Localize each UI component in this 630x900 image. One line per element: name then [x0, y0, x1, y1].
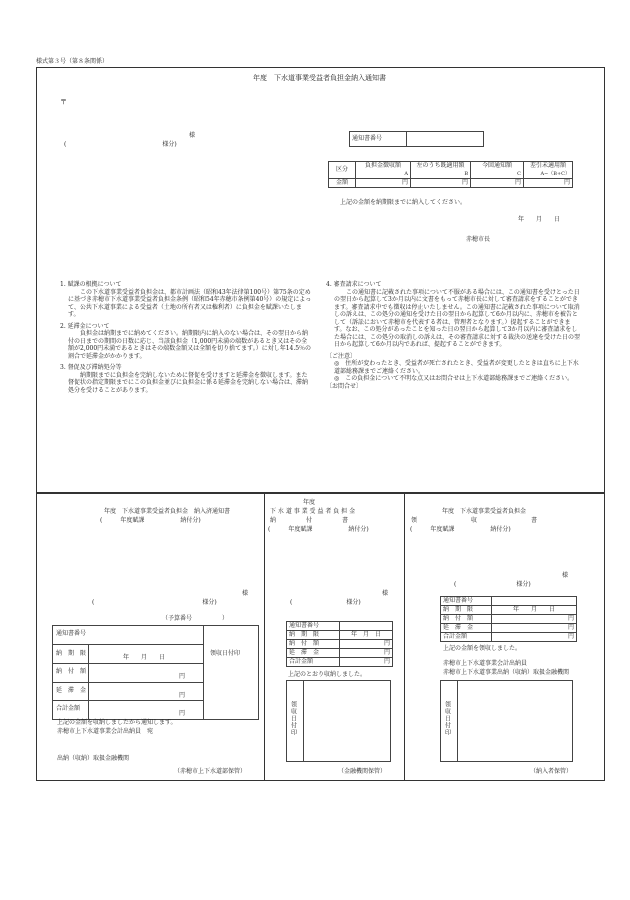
pay-instruction: 上記の金額を納期限までに納入してください。 — [340, 199, 467, 206]
stub2-table — [286, 621, 393, 667]
stub2-row-paid: 納 付 額 — [287, 640, 340, 649]
section-basis — [60, 281, 313, 319]
section-body: 納期限までに負担金を完納しないために督促を受けますと延滞金を徴収します。また督促状の指定期限までにこの負担金並びに負担金に係る延滞金を完納しない場合は、滞納処分を受けることがあります。 — [68, 371, 309, 394]
section-heading: 1. 賦課の根拠について — [60, 281, 122, 288]
stub3-row-notice: 通知書番号 — [441, 597, 492, 606]
stub1-sama: 様 — [242, 590, 249, 597]
section-heading: 2. 延滞金について — [60, 322, 110, 330]
stub1-row-notice: 通知書番号 — [56, 630, 87, 637]
amount-header-1: 負担金徴収額 — [356, 162, 411, 171]
stub1-stamp-label: 領収日付印 — [210, 650, 241, 657]
amount-table — [328, 161, 573, 188]
inquiry-label: 〔お問合せ〕 — [326, 382, 363, 390]
stub2-nofu: 納 付 書 — [270, 517, 349, 524]
stub3-keeper: （納入者保管） — [530, 768, 573, 775]
stub1-subtitle: ( 年度賦課 納付分) — [100, 517, 201, 524]
stub1-row-paid: 納 付 額 — [56, 668, 87, 675]
amount-letter-b: B — [411, 170, 471, 179]
notice-date: 年 月 日 — [518, 216, 561, 223]
stub2-row-notice: 通知書番号 — [287, 622, 340, 631]
stub-divider — [404, 493, 405, 780]
notice-number-value — [407, 132, 484, 147]
stub2-stamp-box — [286, 680, 391, 762]
stub3-sama: 様 — [562, 572, 569, 579]
stub2-stamp-label: 領収日付印 — [289, 701, 297, 736]
stub2-year: 年度 — [303, 499, 316, 506]
note-item: ◎ 住所が変わったとき、受益者が死亡されたとき、受益者が変更したときは直ちに上下水道部総務課までご連絡ください。 — [334, 360, 579, 375]
stub2-bunkaku: ( 様分) — [290, 599, 361, 606]
stub2-keeper: （金融機関保管） — [338, 768, 387, 775]
stub2-yen: 円 — [340, 649, 393, 658]
stub1-yen: 円 — [179, 710, 186, 717]
form-number: 様式第３号（第８条関係） — [36, 58, 109, 65]
addressee-sama: 様 — [189, 132, 196, 139]
section-body: この通知書に記載された事項について不服がある場合には、この通知書を受けとった日の翌日から起算して3か月以内に文書をもって赤穂市長に対して審査請求をすることができます。審査請求中でも徴収は停止いたしません。この通知書に記載された事項について取消しの訴えは、この処分の通知を受けた日の翌日から起算して6か月以内に、赤穂市を被告として（訴訟において赤穂市を代表する者は、管理者となります。）提起することができます。なお、この処分があったことを知った日の翌日から起算して3か月以内に審査請求をした場合には、この処分の取消しの訴えは、その審査請求に対する裁決の送達を受けた日の翌日から起算して6か月以内であれば、提起することができます。 — [334, 288, 581, 348]
stub3-date: 年 月 日 — [492, 606, 577, 615]
notice-title: 年度 下水道事業受益者負担金納入通知書 — [253, 74, 386, 82]
stub2-row-total: 合計金額 — [287, 658, 340, 667]
stub3-org1: 赤穂市上下水道事業会計出納員 — [443, 660, 528, 667]
stub2-row-due: 納 期 限 — [287, 631, 340, 640]
stub3-subtitle: ( 年度賦課 納付分) — [410, 526, 511, 533]
stub3-stamp-label: 領収日付印 — [443, 701, 451, 736]
amount-unit: 円 — [356, 179, 411, 188]
amount-unit: 円 — [411, 179, 471, 188]
amount-row-label: 金額 — [329, 179, 356, 188]
stub3-stamp-box — [440, 680, 573, 762]
note-item: ◎ この負担金について不明な点又はお問合せは上下水道部総務課までご連絡ください。 — [334, 375, 574, 382]
stub1-date: 年 月 日 — [123, 654, 166, 661]
amount-unit: 円 — [471, 179, 524, 188]
stub2-title: 下 水 道 事 業 受 益 者 負 担 金 — [270, 508, 356, 515]
stub2-yen: 円 — [340, 640, 393, 649]
notice-number-label: 通知書番号 — [350, 132, 407, 147]
stub3-yen: 円 — [492, 624, 577, 633]
stub2-row-late: 延 滞 金 — [287, 649, 340, 658]
amount-unit: 円 — [524, 179, 573, 188]
stub1-row-due: 納 期 限 — [56, 650, 87, 657]
stub2-date: 年 月 日 — [340, 631, 393, 640]
amount-header-2: 左のうち既適用額 — [411, 162, 471, 171]
stub3-row-paid: 納 付 額 — [441, 615, 492, 624]
stub3-table — [440, 596, 577, 642]
stub3-yen: 円 — [492, 633, 577, 642]
stub3-bunkaku: ( 様分) — [454, 581, 531, 588]
amount-header-3: 今回通知額 — [471, 162, 524, 171]
stub2-sama: 様 — [382, 590, 389, 597]
sections-left — [60, 281, 313, 394]
stub2-yen: 円 — [340, 658, 393, 667]
section-heading: 3. 督促及び滞納処分等 — [60, 364, 122, 371]
stub1-yen: 円 — [179, 673, 186, 680]
amount-header-0: 区分 — [329, 162, 356, 179]
section-late-fee — [60, 323, 313, 361]
stub1-row-total: 合計金額 — [56, 705, 81, 712]
stub1-budget: （予算番号 ） — [162, 615, 229, 622]
stub-divider — [264, 493, 265, 780]
stub1-agency: 出納（収納）取扱金融機関 — [57, 755, 130, 762]
stub3-row-late: 延 滞 金 — [441, 624, 492, 633]
stub1-receipt: 上記の金額を収納しましたから通知します。 — [57, 719, 177, 726]
stub1-title: 年度 下水道事業受益者負担金 納入済通知書 — [104, 508, 231, 515]
section-demand — [60, 364, 313, 394]
amount-letter-c: C — [471, 170, 524, 179]
stub1-row-late: 延 滞 金 — [56, 687, 87, 694]
notes-title: 〔ご注意〕 — [326, 352, 357, 360]
stub3-title: 年度 下水道事業受益者負担金 — [442, 508, 527, 515]
addressee-bunkaku: ( 様分) — [64, 141, 177, 148]
stub3-row-total: 合計金額 — [441, 633, 492, 642]
section-heading: 4. 審査請求について — [326, 281, 382, 288]
stub1-to: 赤穂市上下水道事業会計出納員 宛 — [57, 728, 154, 735]
stub1-yen: 円 — [179, 692, 186, 699]
amount-letter-a: A — [356, 170, 411, 179]
stub1-table — [52, 625, 259, 720]
section-body: 負担金は納期までに納めてください。納期限内に納入のない場合は、その翌日から納付の日までの期間の日数に応じ、当該負担金（1,000円未満の端数があるとき又はその全額が2,000円未満であるときはその端数金額又は全額を切り捨てます。）に対し年14.5％の割合で延滞金がかかります。 — [68, 330, 312, 360]
stub3-org2: 赤穂市上下水道事業出納（収納）取扱金融機関 — [443, 669, 570, 676]
stub3-row-due: 納 期 限 — [441, 606, 492, 615]
stub2-receipt: 上記のとおり収納しました。 — [288, 671, 367, 678]
amount-header-4: 差引未適用額 — [524, 162, 573, 171]
postal-mark: 〒 — [60, 98, 67, 106]
notice-frame — [36, 67, 605, 493]
stub2-subtitle: ( 年度賦課 納付分) — [268, 526, 369, 533]
mayor-name: 赤穂市長 — [466, 236, 491, 243]
stub1-bunkaku: ( 様分) — [92, 599, 217, 606]
stub3-receipt: 上記の金額を領収しました。 — [443, 645, 522, 652]
amount-letter-d: A−（B+C） — [524, 170, 573, 179]
sections-right — [326, 281, 581, 390]
stub3-yen: 円 — [492, 615, 577, 624]
notice-number-table — [349, 131, 484, 147]
section-body: この下水道事業受益者負担金は、都市計画法（昭和43年法律第100号）第75条の定めに基づき赤穂市下水道事業受益者負担金条例（昭和54年赤穂市条例第40号）の規定によって、公共下水道事業による受益者（土地の所有者又は権利者）に負担金を賦課いたします。 — [68, 288, 312, 318]
stub3-title2: 領 収 書 — [411, 517, 538, 524]
stub1-keeper: （赤穂市上下水道部保管） — [174, 768, 247, 775]
